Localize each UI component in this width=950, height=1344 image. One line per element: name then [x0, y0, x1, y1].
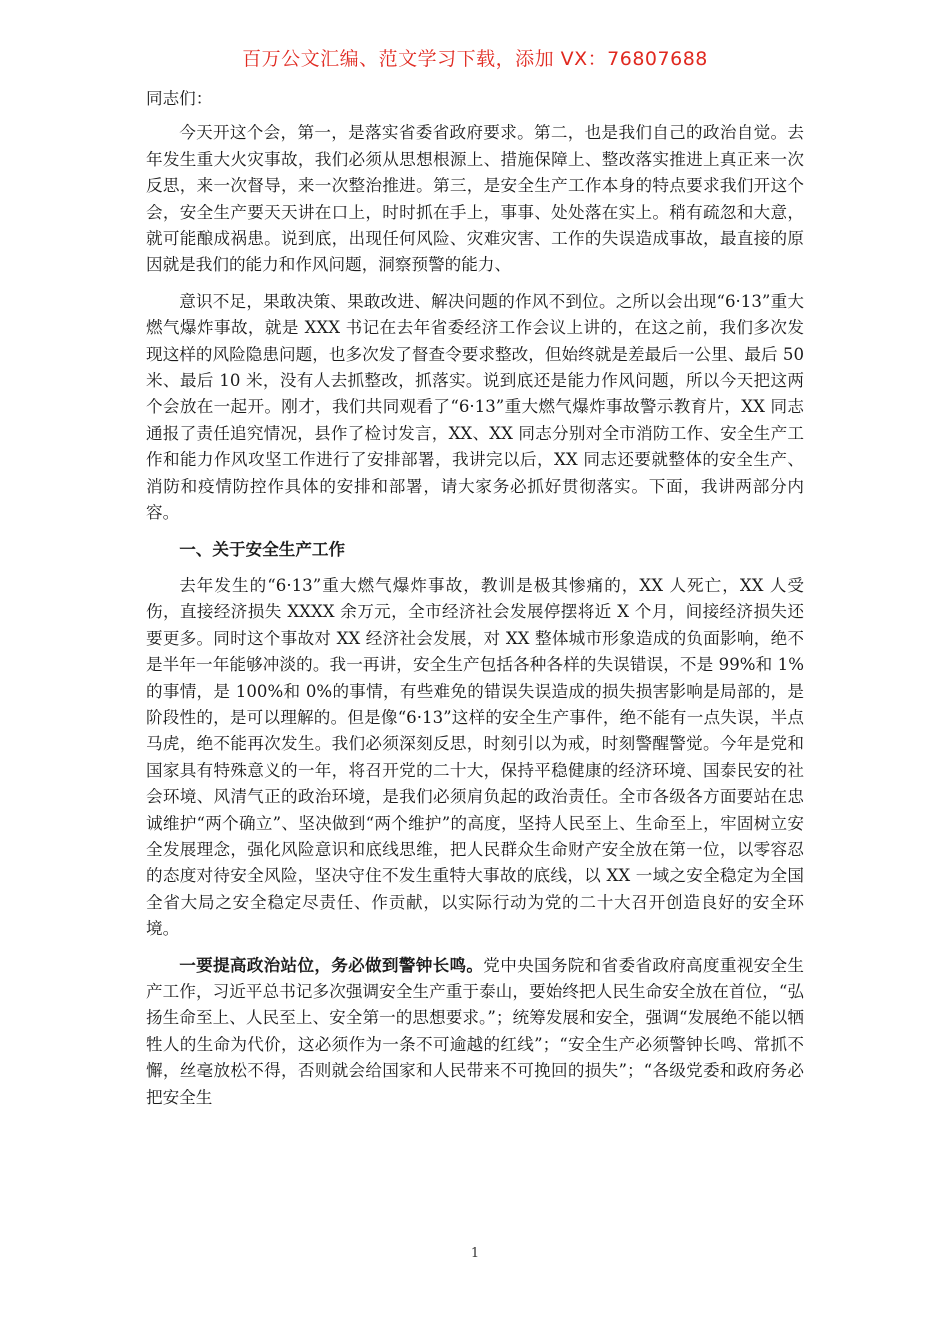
page-number: 1 — [470, 1246, 480, 1261]
section-heading-text: 一、关于安全生产工作 — [179, 539, 346, 559]
watermark-banner: 百万公文汇编、范文学习下载，添加 VX：76807688 — [242, 48, 708, 70]
salutation: 同志们： — [146, 89, 213, 108]
paragraph-3: 去年发生的“6·13”重大燃气爆炸事故，教训是极其惨痛的，XX 人死亡，XX 人受伤，直接经济损失 XXXX 余万元，全市经济社会发展停摆将近 X 个月，间接经济损失还要更多。同时这个事故对 XX 经济社会发展，对 XX 整体城市形象造成的负面影响，绝不是半年一年能够冲淡的。我一再讲，安全生产包括各种各样的失误错误，不是 99%和 1%的事情，是 100%和 0%的事情，有些难免的错误失误造成的损失损害影响是局部的，是阶段性的，是可以理解的。但是像“6·13”这样的安全生产事件，绝不能有一点失误，半点马虎，绝不能再次发生。我们必须深刻反思，时刻引以为戒，时刻警醒警觉。今年是党和国家具有特殊意义的一年，将召开党的二十大，保持平稳健康的经济环境、国泰民安的社会环境、风清气正的政治环境，是我们必须肩负起的政治责任。全市各级各方面要站在忠诚维护“两个确立”、坚决做到“两个维护”的高度，坚持人民至上、生命至上，牢固树立安全发展理念，强化风险意识和底线思维，把人民群众生命财产安全放在第一位，以零容忍的态度对待安全风险，坚决守住不发生重特大事故的底线，以 XX 一域之安全稳定为全国全省大局之安全稳定尽责任、作贡献，以实际行动为党的二十大召开创造良好的安全环境。 — [146, 575, 804, 939]
paragraph-4-lead: 一要提高政治站位，务必做到警钟长鸣。 — [179, 955, 484, 975]
paragraph-2: 意识不足，果敢决策、果敢改进、解决问题的作风不到位。之所以会出现“6·13”重大燃气爆炸事故，就是 XXX 书记在去年省委经济工作会议上讲的，在这之前，我们多次发现这样的风险隐患问题，也多次发了督查令要求整改，但始终就是差最后一公里、最后 50 米、最后 10 米，没有人去抓整改，抓落实。说到底还是能力作风问题，所以今天把这两个会放在一起开。刚才，我们共同观看了“6·13”重大燃气爆炸事故警示教育片，XX 同志通报了责任追究情况，县作了检讨发言，XX、XX 同志分别对全市消防工作、安全生产工作和能力作风攻坚工作进行了安排部署，我讲完以后，XX 同志还要就整体的安全生产、消防和疫情防控作具体的安排和部署，请大家务必抓好贯彻落实。下面，我讲两部分内容。 — [146, 291, 804, 523]
document-body — [146, 86, 804, 1121]
paragraph-1: 今天开这个会，第一，是落实省委省政府要求。第二，也是我们自己的政治自觉。去年发生重大火灾事故，我们必须从思想根源上、措施保障上、整改落实推进上真正来一次反思，来一次督导，来一次整治推进。第三，是安全生产工作本身的特点要求我们开这个会，安全生产要天天讲在口上，时时抓在手上，事事、处处落在实上。稍有疏忽和大意，就可能酿成祸患。说到底，出现任何风险、灾难灾害、工作的失误造成事故，最直接的原因就是我们的能力和作风问题，洞察预警的能力、 — [146, 123, 804, 275]
paragraph-4-body: 党中央国务院和省委省政府高度重视安全生产工作，习近平总书记多次强调安全生产重于泰山，要始终把人民生命安全放在首位，“弘扬生命至上、人民至上、安全第一的思想要求。”；统筹发展和安全，强调“发展绝不能以牺牲人的生命为代价，这必须作为一条不可逾越的红线”；“安全生产必须警钟长鸣、常抓不懈，丝毫放松不得，否则就会给国家和人民带来不可挽回的损失”；“各级党委和政府务必把安全生 — [146, 955, 804, 1107]
section-heading — [146, 537, 804, 563]
paragraph-4 — [146, 953, 804, 1111]
